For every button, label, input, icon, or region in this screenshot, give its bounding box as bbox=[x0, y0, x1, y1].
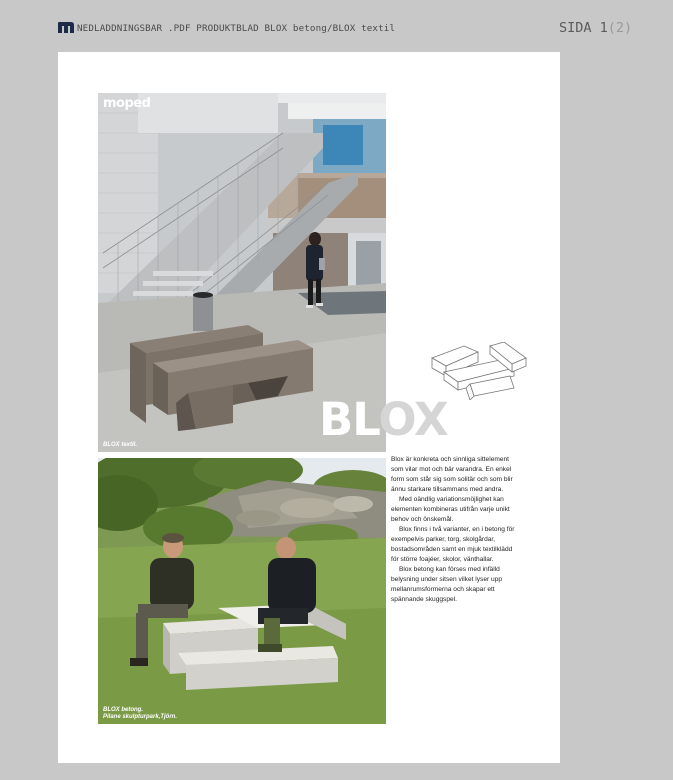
page-total: (2) bbox=[607, 20, 633, 36]
product-title bbox=[319, 393, 448, 446]
photo-caption-betong-line1: BLOX betong. bbox=[103, 707, 143, 713]
description-paragraph-3: Blox finns i två varianter, en i betong för exempelvis parker, torg, skolgårdar, bostadsområden samt en mjuk textilklädd för större foajéer, skolor, vänthallar. bbox=[391, 526, 515, 563]
product-title-part2: OX bbox=[378, 393, 448, 446]
description-paragraph-1: Blox är konkreta och sinnliga sittelement som vilar mot och bär varandra. En enkel form som står sig som solitär och som blir ännu starkare tillsammans med andra. bbox=[391, 456, 513, 493]
sculpture-park-photo-image bbox=[98, 458, 386, 724]
description-paragraph-4: Blox betong kan förses med infälld belysning under sitsen vilket lyser upp mellanrumsformerna och skapar ett spännande skuggspel. bbox=[391, 566, 503, 603]
photo-blox-betong bbox=[98, 458, 386, 724]
document-page bbox=[58, 52, 560, 763]
moped-m-logo-icon bbox=[58, 22, 74, 33]
page-indicator bbox=[559, 20, 632, 36]
description-paragraph-2: Med oändlig variationsmöjlighet kan elementen kombineras utifrån varje unikt behov och önskemål. bbox=[391, 496, 510, 523]
product-title-part1: BL bbox=[319, 393, 379, 446]
header-title: NEDLADDNINGSBAR .PDF PRODUKTBLAD BLOX betong/BLOX textil bbox=[77, 23, 396, 34]
photo-caption-betong bbox=[103, 707, 177, 721]
header-bar bbox=[0, 0, 673, 52]
photo-caption-betong-line2: Pilane skulpturpark,Tjörn. bbox=[103, 714, 178, 720]
photo-caption-textil: BLOX textil. bbox=[103, 442, 138, 448]
product-description bbox=[391, 455, 519, 605]
moped-brand-logo: moped bbox=[103, 96, 151, 111]
page-number: SIDA 1 bbox=[559, 20, 608, 36]
blox-line-drawing-icon bbox=[430, 342, 528, 400]
